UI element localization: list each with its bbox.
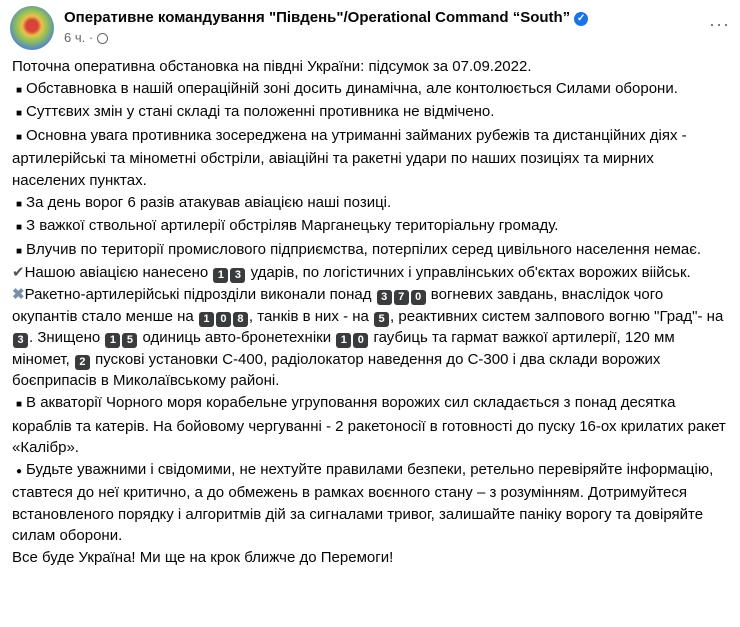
paragraph [12, 215, 728, 239]
text: ударів, по логістичних і управлінських об'єктах ворожих віійськ. [246, 264, 691, 282]
cross-icon: ✖ [12, 285, 25, 303]
paragraph [12, 284, 728, 392]
page-name[interactable]: Оперативне командування "Південь"/Operational Command “South” [64, 9, 571, 26]
bullet-icon: ■ [16, 198, 23, 210]
bullet-icon: ■ [16, 108, 23, 120]
keycap-digit: 0 [216, 312, 231, 327]
paragraph-text: Будьте уважними і свідомими, не нехтуйте правилами безпеки, ретельно перевіряйте інформацію, ставтеся до неї критично, а до обмежень в рамках воєнного стану – з розумінням. Дотримуйтеся встановленого порядку і алгоритмів дій за сигналами тривог, залишайте паніку ворогу та довіряйте силам оборони. [12, 460, 714, 545]
paragraph [12, 239, 728, 263]
keycap-digit: 2 [75, 355, 90, 370]
text: Нашою авіацією нанесено [24, 264, 213, 282]
keycap-digit: 5 [122, 333, 137, 348]
paragraph-text: З важкої ствольної артилерії обстріляв Марганецьку територіальну громаду. [26, 217, 559, 235]
paragraph [12, 459, 728, 547]
keycap-digit: 3 [13, 333, 28, 348]
keycap-digit: 3 [230, 268, 245, 283]
bullet-icon: ■ [16, 222, 23, 234]
bullet-icon: ■ [16, 131, 23, 143]
paragraph [12, 392, 728, 459]
page-name-link[interactable] [64, 9, 588, 26]
paragraph [12, 262, 728, 284]
bullet-icon: ■ [16, 245, 23, 257]
keycap-digit: 1 [336, 333, 351, 348]
bullet-icon: ■ [16, 84, 23, 96]
keycap-digit: 0 [353, 333, 368, 348]
paragraph: Все буде Україна! Ми ще на крок ближче до Перемоги! [12, 549, 394, 567]
more-options-button[interactable]: ··· [709, 14, 730, 34]
keycap-digit: 3 [377, 290, 392, 305]
text: вогневих завдань, внаслідок чого окупантів стало менше на [12, 285, 664, 325]
paragraph [12, 101, 728, 125]
keycap-digit: 1 [199, 312, 214, 327]
post-header [10, 6, 730, 50]
text: , танків в них - на [248, 307, 374, 325]
keycap-digit: 7 [394, 290, 409, 305]
keycap-digit: 5 [374, 312, 389, 327]
keycap-digit: 1 [105, 333, 120, 348]
paragraph: Поточна оперативна обстановка на півдні України: підсумок за 07.09.2022. [12, 58, 532, 75]
post-meta [64, 30, 108, 45]
keycap-digit: 8 [233, 312, 248, 327]
paragraph-text: Основна увага противника зосереджена на утриманні займаних рубежів та дистанційних діях - артилерійські та мінометні обстріли, авіаційні та ракетні удари по наших позиціях та мирних населених пунктах. [12, 126, 687, 189]
page-avatar[interactable] [10, 6, 54, 50]
globe-icon [97, 33, 108, 44]
text: гаубиць та гармат важкої артилерії, 120 мм міномет, [12, 329, 675, 368]
post-text [12, 56, 728, 569]
paragraph-text: За день ворог 6 разів атакував авіацією наші позиці. [26, 193, 392, 211]
text: Ракетно-артилерійські підрозділи виконали понад [24, 285, 376, 303]
text: одиниць авто-бронетехніки [138, 329, 336, 347]
bullet-icon: ■ [16, 398, 23, 410]
check-icon: ✔ [12, 264, 25, 282]
black-circle-icon: ● [16, 465, 23, 477]
paragraph [12, 125, 728, 192]
paragraph-text: Обставновка в нашій операційній зоні досить динамічна, але контолюється Силами оборони. [26, 79, 678, 97]
separator: · [88, 30, 94, 45]
verified-badge-icon: ✓ [574, 12, 588, 26]
keycap-digit: 0 [411, 290, 426, 305]
paragraph [12, 78, 728, 102]
text: пускові установки С-400, радіолокатор наведення до С-300 і два склади ворожих боєприпасів в Миколаївському районі. [12, 350, 661, 390]
text: , реактивних систем залпового вогню "Град"- на [390, 307, 724, 325]
text: . Знищено [29, 329, 105, 347]
paragraph-text: В акваторії Чорного моря корабельне угруповання ворожих сил складається з понад десятка кораблів та катерів. На бойовому чергуванні - 2 ракетоносії в готовності до пуску 16-ох крилатих ракет «Калібр». [12, 393, 726, 457]
paragraph [12, 192, 728, 216]
paragraph-text: Влучив по території промислового підприємства, потерпілих серед цивільного населення немає. [26, 240, 702, 258]
paragraph-text: Суттєвих змін у стані складі та положенні противника не відмічено. [26, 103, 495, 121]
timestamp-link[interactable]: 6 ч. [64, 30, 86, 45]
keycap-digit: 1 [213, 268, 228, 283]
